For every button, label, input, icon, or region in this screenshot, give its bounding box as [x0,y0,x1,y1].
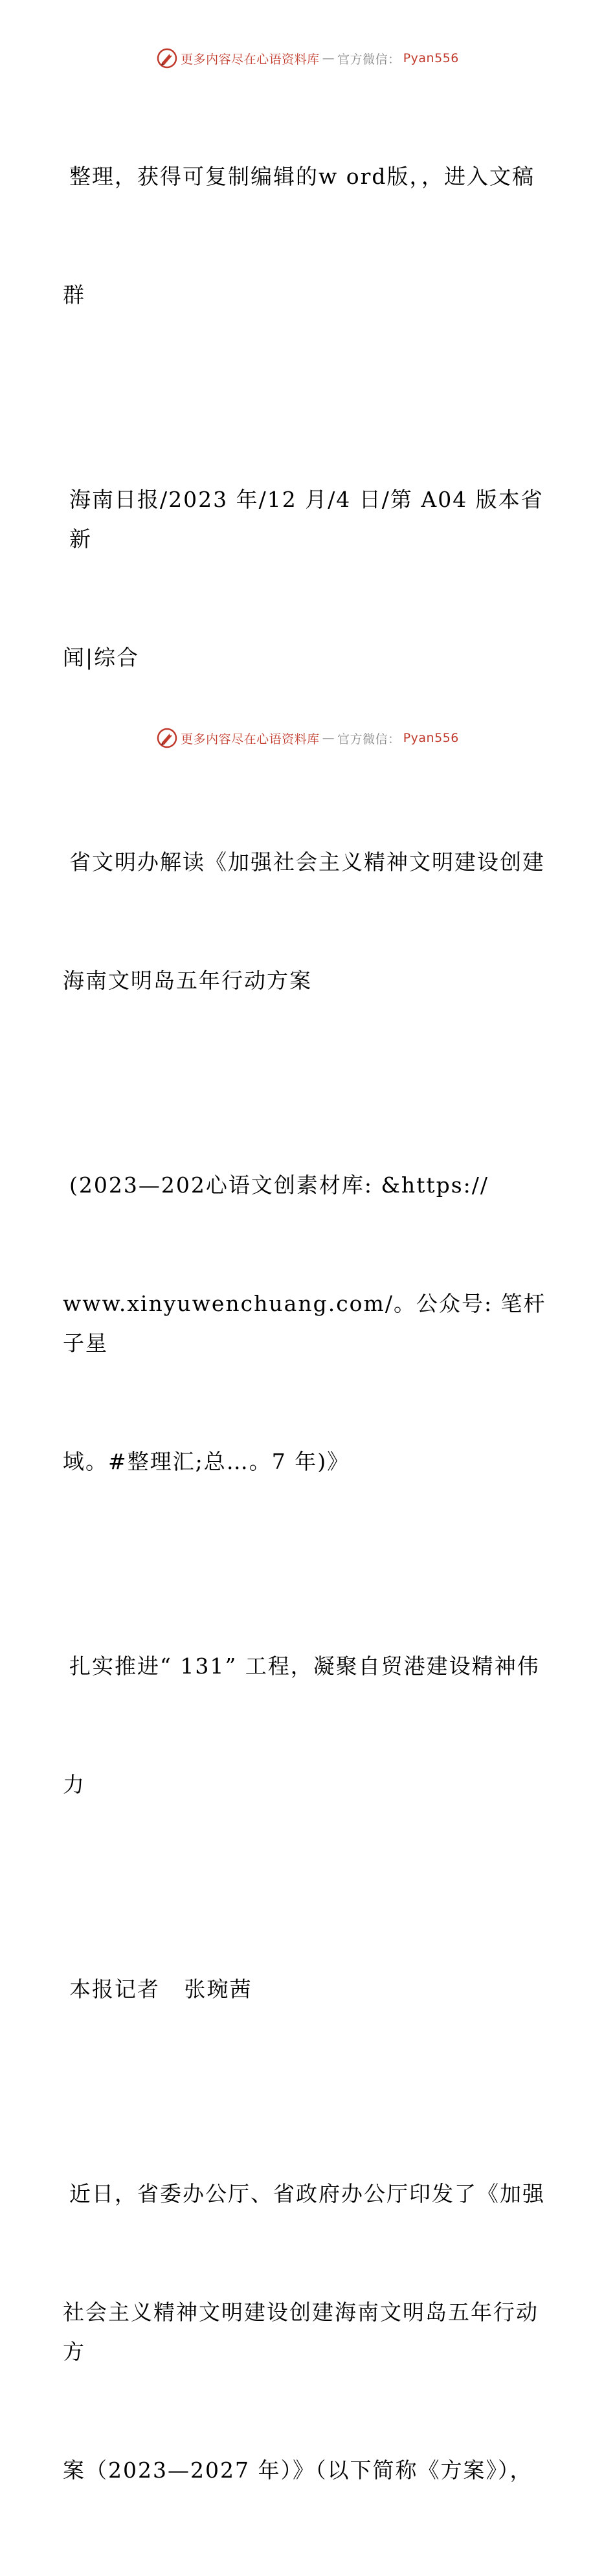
paragraph-line: www.xinyuwenchuang.com/。公众号: 笔杆子星 [63,1291,546,1356]
paragraph-line: 域。#整理汇;总…。7 年)》 [63,1449,350,1474]
paragraph-2 [63,401,555,756]
paragraph-line: 力 [63,1772,85,1797]
paragraph-line: 海南文明岛五年行动方案 [63,968,312,993]
paragraph-line: 近日，省委办公厅、省政府办公厅印发了《加强 [69,2181,545,2206]
banner-separator: — [322,51,335,65]
banner-contact-label: 官方微信： [337,52,401,67]
paragraph-5 [63,1567,555,1883]
paragraph-line: 闻|综合 [63,645,140,670]
paragraph-4 [63,1086,555,1560]
banner-content [156,47,459,69]
footer-banner [0,725,615,751]
paragraph-3 [63,763,555,1079]
paragraph-line: 整理，获得可复制编辑的w ord版，，进入文稿 [69,164,535,189]
paragraph-7 [63,2095,555,2569]
banner-contact-label: 官方微信： [337,732,401,746]
paragraph-line: 案（2023—2027 年）》（以下简称《方案》）， [63,2458,533,2483]
paragraph-6 [63,1890,555,2088]
paragraph-line: 扎实推进“ 131” 工程，凝聚自贸港建设精神伟 [69,1653,540,1679]
banner-contact-id: Pyan556 [403,731,459,745]
paragraph-line: 海南日报/2023 年/12 月/4 日/第 A04 版本省新 [69,487,544,552]
paragraph-line: 省文明办解读《加强社会主义精神文明建设创建 [69,849,545,875]
banner-site-text: 更多内容尽在心语资料库 [181,52,320,67]
banner-content [156,727,459,749]
paragraph-1 [63,78,555,394]
paragraph-line: 社会主义精神文明建设创建海南文明岛五年行动方 [63,2300,539,2364]
paragraph-line: 本报记者 张琬茜 [69,1977,252,2002]
document-body [63,78,555,2576]
pen-logo-icon [156,727,178,749]
banner-site-text: 更多内容尽在心语资料库 [181,732,320,746]
paragraph-line: (2023—202心语文创素材库: &https:// [69,1172,489,1198]
pen-logo-icon [156,47,178,69]
banner-separator: — [322,731,335,745]
header-banner [0,45,615,71]
paragraph-line: 群 [63,282,85,308]
banner-contact-id: Pyan556 [403,51,459,65]
